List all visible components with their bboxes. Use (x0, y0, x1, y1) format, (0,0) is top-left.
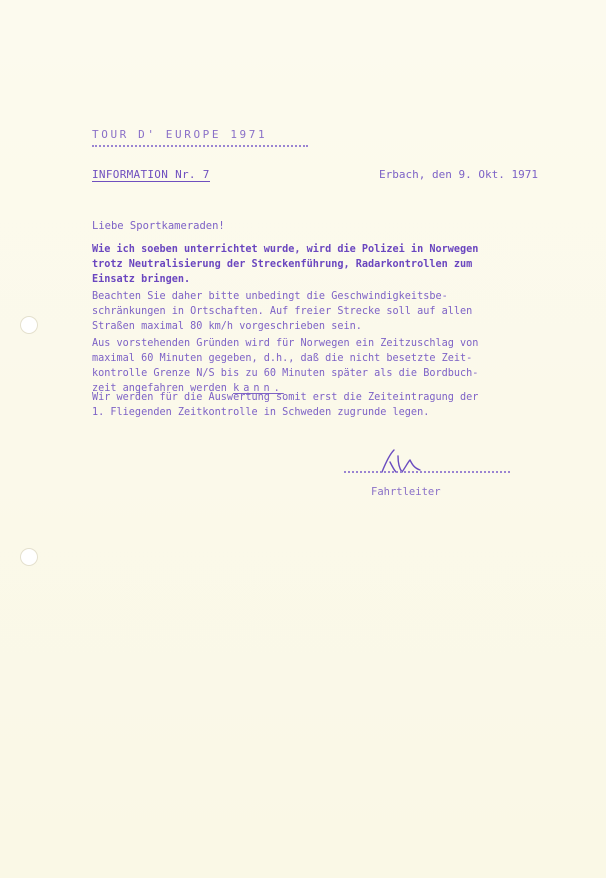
paragraph-line: kontrolle Grenze N/S bis zu 60 Minuten später als die Bordbuch- (92, 368, 479, 379)
paragraph-line: Einsatz bringen. (92, 274, 191, 285)
paragraph-time-allowance (92, 336, 478, 396)
punch-hole-bottom (20, 548, 38, 566)
letterhead-title: TOUR D' EUROPE 1971 (92, 128, 268, 141)
paragraph-line: trotz Neutralisierung der Streckenführung, Radarkontrollen zum (92, 259, 473, 270)
paragraph-speed-limits (92, 289, 472, 334)
paragraph-line-prefix: zeit angefahren werden (92, 383, 234, 394)
greeting: Liebe Sportkameraden! (92, 220, 225, 232)
paragraph-line: Wie ich soeben unterrichtet wurde, wird die Polizei in Norwegen (92, 244, 479, 255)
signature-role: Fahrtleiter (371, 486, 441, 498)
paragraph-police-notice (92, 242, 478, 287)
punch-hole-top (20, 316, 38, 334)
paragraph-evaluation (92, 390, 478, 420)
paragraph-line: Aus vorstehenden Gründen wird für Norwegen ein Zeitzuschlag von (92, 338, 479, 349)
paragraph-line: 1. Fliegenden Zeitkontrolle in Schweden zugrunde legen. (92, 407, 430, 418)
paragraph-line: Wir werden für die Auswertung somit erst die Zeiteintragung der (92, 392, 479, 403)
date-line: Erbach, den 9. Okt. 1971 (379, 168, 538, 181)
information-number: INFORMATION Nr. 7 (92, 168, 210, 181)
handwritten-signature (372, 448, 432, 478)
emphasized-word: kann. (233, 383, 284, 394)
signature-dotted-line (344, 471, 510, 473)
paragraph-line: Straßen maximal 80 km/h vorgeschrieben sein. (92, 321, 362, 332)
paragraph-line: schränkungen in Ortschaften. Auf freier Strecke soll auf allen (92, 306, 473, 317)
letterhead-dotted-rule (92, 145, 308, 147)
paragraph-line: maximal 60 Minuten gegeben, d.h., daß die nicht besetzte Zeit- (92, 353, 473, 364)
paragraph-line: Beachten Sie daher bitte unbedingt die Geschwindigkeitsbe- (92, 291, 448, 302)
